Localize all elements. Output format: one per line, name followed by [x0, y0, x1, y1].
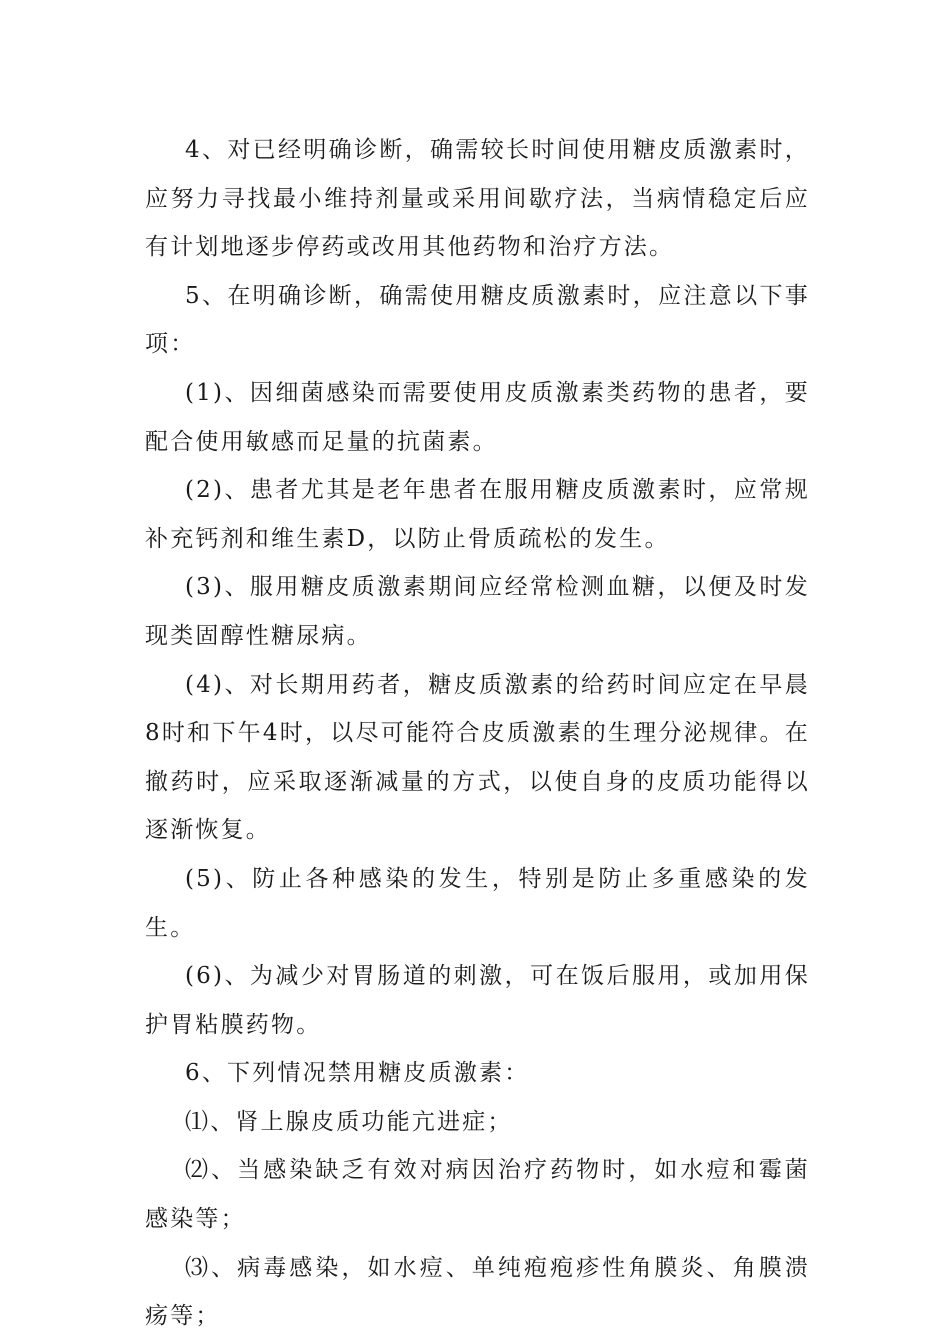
paragraph-item-5-precautions: 5、在明确诊断，确需使用糖皮质激素时，应注意以下事项：: [145, 282, 810, 358]
document-page: [145, 126, 810, 1341]
paragraph-precaution-3: (3)、服用糖皮质激素期间应经常检测血糖，以便及时发现类固醇性糖尿病。: [145, 574, 810, 649]
paragraph-precaution-4: (4)、对长期用药者，糖皮质激素的给药时间应定在早晨8时和下午4时，以尽可能符合皮质激素的生理分泌规律。在撤药时，应采取逐渐减量的方式，以使自身的皮质功能得以逐渐恢复。: [145, 671, 810, 844]
paragraph-precaution-1: (1)、因细菌感染而需要使用皮质激素类药物的患者，要配合使用敏感而足量的抗菌素。: [145, 379, 810, 455]
paragraph-contraindication-1: ⑴、肾上腺皮质功能亢进症；: [185, 1108, 513, 1135]
paragraph-precaution-2: (2)、患者尤其是老年患者在服用糖皮质激素时，应常规补充钙剂和维生素D，以防止骨质疏松的发生。: [145, 477, 810, 552]
paragraph-precaution-5: (5)、防止各种感染的发生，特别是防止多重感染的发生。: [145, 865, 810, 941]
paragraph-contraindication-2: ⑵、当感染缺乏有效对病因治疗药物时，如水痘和霉菌感染等；: [145, 1157, 810, 1233]
paragraph-precaution-6: (6)、为减少对胃肠道的刺激，可在饭后服用，或加用保护胃粘膜药物。: [145, 963, 810, 1038]
paragraph-item-6-contraindications: 6、下列情况禁用糖皮质激素：: [185, 1060, 530, 1087]
paragraph-contraindication-3: ⑶、病毒感染，如水痘、单纯疱疱疹性角膜炎、角膜溃疡等；: [145, 1254, 810, 1330]
paragraph-item-4-long-term-use: 4、对已经明确诊断，确需较长时间使用糖皮质激素时，应努力寻找最小维持剂量或采用间歇疗法，当病情稳定后应有计划地逐步停药或改用其他药物和治疗方法。: [145, 137, 810, 261]
